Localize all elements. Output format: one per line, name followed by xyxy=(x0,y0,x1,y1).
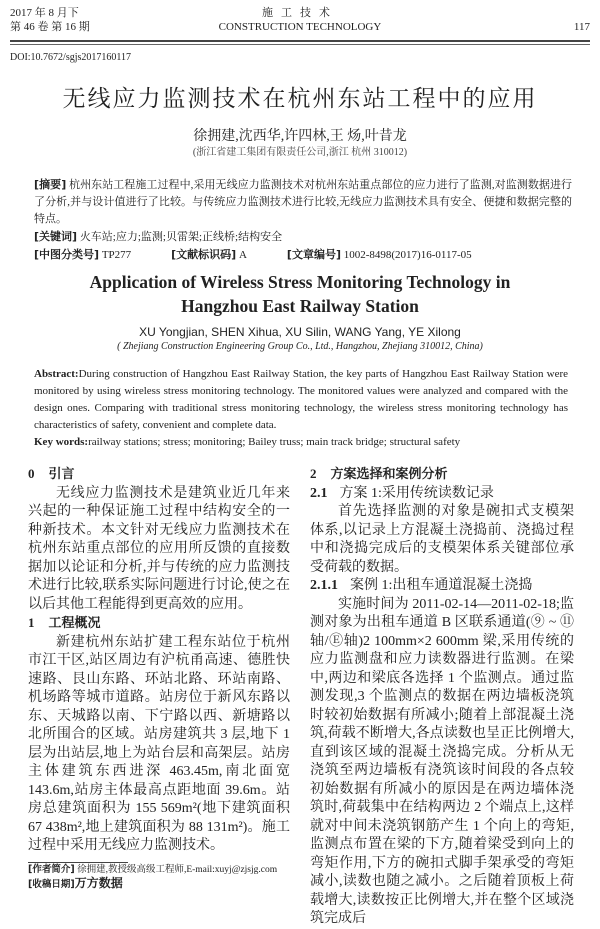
clc-label: [中图分类号] xyxy=(34,248,100,261)
affiliation-en: ( Zhejiang Construction Engineering Group Co., Ltd., Hangzhou, Zhejiang 310012, China) xyxy=(117,341,483,352)
paper-title-en xyxy=(10,270,590,318)
abstract-en-text: During construction of Hangzhou East Railway Station, the key parts of Hangzhou East Railway Station were monitored by using wireless stress monitoring technology. The monitored values were analyzed and compared with the design ones. Comparing with traditional stress monitoring technology, the wireless stress monitoring technology has characteristics of safety, convenient and complete data. xyxy=(34,368,568,431)
subsubsection-number: 2.1.1 xyxy=(310,578,338,593)
page-number: 117 xyxy=(573,21,590,33)
journal-name-en: CONSTRUCTION TECHNOLOGY xyxy=(218,21,382,33)
footnote-author xyxy=(28,863,290,877)
keywords-cn-label: [关键词] xyxy=(34,230,78,243)
classification-info xyxy=(34,246,572,264)
right-column xyxy=(310,465,574,929)
subsubsection-heading xyxy=(310,577,574,596)
title-en-line1: Application of Wireless Stress Monitoring Technology in xyxy=(89,272,511,292)
issue-volume: 第 46 卷 第 16 期 xyxy=(10,21,90,33)
section-title: 引言 xyxy=(48,467,75,482)
article-no-label: [文章编号] xyxy=(286,248,341,261)
journal-name xyxy=(160,6,440,34)
subsubsection-title: 案例 1:出租车通道混凝土浇捣 xyxy=(350,578,533,593)
running-header xyxy=(10,0,590,48)
section-title: 工程概况 xyxy=(48,616,101,631)
body-columns xyxy=(28,465,574,929)
watermark: 万方数据 xyxy=(74,875,123,890)
intro-paragraph: 无线应力监测技术是建筑业近几年来兴起的一种保证施工过程中结构安全的一种新技术。本文针对无线应力监测技术在杭州东站重点部位的应用所反馈的直接数据加以论证和分析,并与传统的应力监测技术进行比较,联系实际问题进行讨论,使之在以后其他工程能得到更高效的应用。 xyxy=(28,485,290,612)
paper-title: 无线应力监测技术在杭州东站工程中的应用 xyxy=(62,86,538,112)
header-rule-thin xyxy=(10,44,590,45)
left-column xyxy=(28,465,290,929)
case-paragraph: 实施时间为 2011-02-14—2011-02-18;监测对象为出租车通道 B 区联系通道(⑨ ~ ⑪轴/Ⓔ轴)2 100mm×2 600mm 梁,采用传统的应力监测盘和应力读数器进行监测。在梁中,两边和梁底各选择 1 个监测点。通过监测发现,3 个监测点的数据在两边墙板浇筑时较初始数据有所减小;随着上部混凝土浇筑,荷载不断增大,各点读数也呈正比例增大,直到该区域的混凝土浇捣完成。分析从无浇筑至两边墙板有浇筑该时间段的各点较初始数据有所减小的原因是在两边墙体浇筑时,荷载集中在结构两边 2 个端点上,这样就对中间未浇筑钢筋产生 1 个向上的弯矩,监测点布置在梁的下方,随着梁受到向上的弯矩作用,下方的碗扣式脚手架承受的弯矩减小,读数也随之减小。之后随着顶板上荷载增大,读数按正比例增大,并在整个区域浇筑完成后 xyxy=(310,596,574,926)
keywords-en-label: Key words: xyxy=(34,436,89,448)
scheme-paragraph: 首先选择监测的对象是碗扣式支模架体系,以记录上方混凝土浇捣前、浇捣过程中和浇捣完成后的支模架体系关键部位承受荷载的数据。 xyxy=(310,504,574,575)
header-rule xyxy=(10,40,590,42)
section-title: 方案选择和案例分析 xyxy=(330,467,448,482)
subsection-heading xyxy=(310,485,574,504)
section-heading xyxy=(310,465,574,485)
subsection-title: 方案 1:采用传统读数记录 xyxy=(339,485,494,501)
issue-info xyxy=(10,6,90,34)
abstract-en xyxy=(34,366,568,434)
section-number: 1 xyxy=(28,615,35,630)
affiliation: (浙江省建工集团有限责任公司,浙江 杭州 310012) xyxy=(192,147,408,158)
keywords-cn-text: 火车站;应力;监测;贝雷架;正线桥;结构安全 xyxy=(79,231,283,243)
abstract-en-label: Abstract: xyxy=(34,368,79,380)
footnote-received xyxy=(28,877,290,892)
footnote-author-text: 徐拥建,教授级高级工程师,E-mail:xuyj@zjsjg.com xyxy=(77,864,278,875)
issue-date: 2017 年 8 月下 xyxy=(10,7,79,19)
clc-value: TP277 xyxy=(101,249,132,261)
keywords-en xyxy=(34,434,568,451)
section-heading xyxy=(28,465,290,485)
subsection-number: 2.1 xyxy=(310,485,328,501)
footnote-author-label: [作者简介] xyxy=(28,863,75,875)
overview-paragraph: 新建杭州东站扩建工程东站位于杭州市江干区,站区周边有沪杭甬高速、德胜快速路、艮山东路、环站北路、环站南路、机场路等城市道路。站房位于新风东路以东、天城路以南、下宁路以西、新塘路以北所围合的区域。站房建筑共 3 层,地下 1 层为出站层,地上为站台层和高架层。站房主体建筑东西进深 463.45m,南北面宽 143.6m,站房主体最高点距地面 39.6m。站房总建筑面积为 155 569m²(地下建筑面积 67 438m²,地上建筑面积为 88 131m²)。施工过程中采用无线应力监测技术。 xyxy=(28,634,290,853)
journal-name-cn: 施工技术 xyxy=(262,7,338,19)
footnote-received-label: [收稿日期] xyxy=(28,878,75,890)
abstract-cn-label: [摘要] xyxy=(34,178,67,191)
doi: DOI:10.7672/sgjs2017160117 xyxy=(10,52,132,63)
keywords-en-text: railway stations; stress; monitoring; Bailey truss; main track bridge; structural safety xyxy=(88,436,461,448)
authors-en: XU Yongjian, SHEN Xihua, XU Silin, WANG Yang, YE Xilong xyxy=(139,325,461,339)
abstract-cn-text: 杭州东站工程施工过程中,采用无线应力监测技术对杭州东站重点部位的应力进行了监测,对监测数据进行了分析,并与设计值进行了比较。与传统应力监测技术进行比较,无线应力监测技术具有安全、便捷和数据完整的特点。 xyxy=(34,179,573,225)
article-no-value: 1002-8498(2017)16-0117-05 xyxy=(343,249,472,261)
authors: 徐拥建,沈西华,许四林,王 炀,叶昔龙 xyxy=(193,129,407,144)
section-number: 2 xyxy=(310,466,317,481)
abstract-cn xyxy=(34,176,572,246)
title-en-line2: Hangzhou East Railway Station xyxy=(181,296,419,316)
doc-code-value: A xyxy=(238,249,247,261)
doc-code-label: [文献标识码] xyxy=(171,248,237,261)
section-number: 0 xyxy=(28,466,35,481)
section-heading xyxy=(28,614,290,634)
